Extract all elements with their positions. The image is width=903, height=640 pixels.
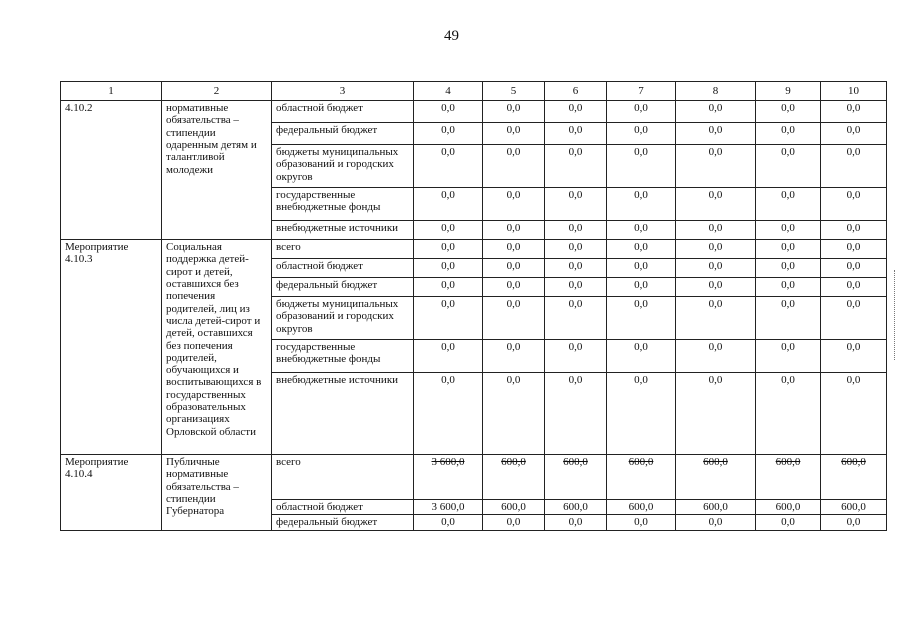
value-cell: 0,0 [607, 145, 676, 188]
value-cell: 0,0 [821, 123, 887, 145]
value-cell: 0,0 [414, 373, 483, 455]
value-cell: 600,0 [676, 500, 756, 515]
value-cell: 0,0 [607, 221, 676, 240]
value-cell: 3 600,0 [414, 500, 483, 515]
value-cell: 600,0 [607, 455, 676, 500]
value-cell: 0,0 [676, 123, 756, 145]
funding-source-cell: федеральный бюджет [272, 278, 414, 297]
header-cell: 2 [162, 82, 272, 101]
table-body [61, 101, 887, 531]
value-cell: 0,0 [414, 240, 483, 259]
value-cell: 0,0 [545, 373, 607, 455]
header-cell: 8 [676, 82, 756, 101]
value-cell: 0,0 [607, 188, 676, 221]
value-cell: 0,0 [756, 101, 821, 123]
table-row [61, 101, 887, 123]
value-cell: 0,0 [483, 515, 545, 530]
value-cell: 0,0 [483, 340, 545, 373]
value-cell: 0,0 [607, 259, 676, 278]
header-cell: 3 [272, 82, 414, 101]
header-cell: 9 [756, 82, 821, 101]
value-cell: 0,0 [756, 373, 821, 455]
value-cell: 0,0 [483, 240, 545, 259]
value-cell: 0,0 [676, 373, 756, 455]
value-cell: 0,0 [607, 123, 676, 145]
funding-source-cell: всего [272, 240, 414, 259]
value-cell: 600,0 [821, 455, 887, 500]
value-cell: 0,0 [821, 297, 887, 340]
funding-source-cell: областной бюджет [272, 500, 414, 515]
header-cell: 6 [545, 82, 607, 101]
table-row [61, 240, 887, 259]
value-cell: 0,0 [821, 240, 887, 259]
value-cell: 0,0 [414, 123, 483, 145]
value-cell: 0,0 [414, 340, 483, 373]
budget-table [60, 81, 887, 531]
value-cell: 0,0 [756, 123, 821, 145]
value-cell: 600,0 [607, 500, 676, 515]
header-cell: 10 [821, 82, 887, 101]
value-cell: 0,0 [756, 278, 821, 297]
value-cell: 0,0 [756, 515, 821, 530]
value-cell: 0,0 [414, 221, 483, 240]
funding-source-cell: внебюджетные источники [272, 221, 414, 240]
value-cell: 0,0 [414, 278, 483, 297]
value-cell: 0,0 [756, 188, 821, 221]
funding-source-cell: внебюджетные источники [272, 373, 414, 455]
value-cell: 0,0 [676, 188, 756, 221]
value-cell: 600,0 [756, 500, 821, 515]
value-cell: 0,0 [821, 278, 887, 297]
value-cell: 0,0 [545, 340, 607, 373]
value-cell: 0,0 [545, 297, 607, 340]
value-cell: 0,0 [676, 297, 756, 340]
value-cell: 0,0 [483, 373, 545, 455]
value-cell: 0,0 [483, 101, 545, 123]
value-cell: 0,0 [483, 278, 545, 297]
table-row [61, 455, 887, 500]
value-cell: 0,0 [821, 340, 887, 373]
value-cell: 0,0 [414, 515, 483, 530]
value-cell: 0,0 [483, 145, 545, 188]
value-cell: 0,0 [545, 278, 607, 297]
value-cell: 0,0 [607, 373, 676, 455]
funding-source-cell: государственные внебюджетные фонды [272, 340, 414, 373]
value-cell: 0,0 [414, 188, 483, 221]
value-cell: 0,0 [821, 101, 887, 123]
header-cell: 4 [414, 82, 483, 101]
header-cell: 1 [61, 82, 162, 101]
value-cell: 0,0 [545, 515, 607, 530]
value-cell: 0,0 [483, 297, 545, 340]
value-cell: 0,0 [821, 145, 887, 188]
value-cell: 0,0 [756, 240, 821, 259]
funding-source-cell: областной бюджет [272, 101, 414, 123]
value-cell: 600,0 [483, 500, 545, 515]
value-cell: 0,0 [756, 340, 821, 373]
value-cell: 0,0 [607, 515, 676, 530]
funding-source-cell: федеральный бюджет [272, 123, 414, 145]
value-cell: 0,0 [545, 188, 607, 221]
value-cell: 0,0 [821, 221, 887, 240]
value-cell: 0,0 [607, 278, 676, 297]
page-number: 49 [444, 28, 459, 44]
value-cell: 0,0 [821, 515, 887, 530]
value-cell: 0,0 [607, 240, 676, 259]
value-cell: 0,0 [607, 340, 676, 373]
value-cell: 0,0 [483, 221, 545, 240]
value-cell: 600,0 [756, 455, 821, 500]
funding-source-cell: областной бюджет [272, 259, 414, 278]
header-row [61, 82, 887, 101]
value-cell: 0,0 [545, 240, 607, 259]
value-cell: 0,0 [483, 123, 545, 145]
value-cell: 0,0 [545, 123, 607, 145]
value-cell: 0,0 [676, 278, 756, 297]
value-cell: 0,0 [414, 145, 483, 188]
value-cell: 0,0 [676, 340, 756, 373]
value-cell: 0,0 [676, 101, 756, 123]
value-cell: 0,0 [607, 101, 676, 123]
value-cell: 600,0 [483, 455, 545, 500]
funding-source-cell: бюджеты муниципальных образований и городских округов [272, 297, 414, 340]
value-cell: 0,0 [756, 297, 821, 340]
value-cell: 0,0 [676, 259, 756, 278]
value-cell: 0,0 [676, 515, 756, 530]
value-cell: 0,0 [676, 240, 756, 259]
value-cell: 0,0 [756, 145, 821, 188]
funding-source-cell: федеральный бюджет [272, 515, 414, 530]
value-cell: 0,0 [607, 297, 676, 340]
value-cell: 600,0 [821, 500, 887, 515]
value-cell: 0,0 [821, 188, 887, 221]
value-cell: 0,0 [756, 259, 821, 278]
value-cell: 0,0 [676, 145, 756, 188]
value-cell: 0,0 [545, 145, 607, 188]
value-cell: 0,0 [483, 259, 545, 278]
measure-id-cell: Мероприятие 4.10.4 [61, 455, 162, 531]
funding-source-cell: бюджеты муниципальных образований и городских округов [272, 145, 414, 188]
value-cell: 0,0 [545, 259, 607, 278]
header-cell: 7 [607, 82, 676, 101]
measure-name-cell: Социальная поддержка детей-сирот и детей, оставшихся без попечения родителей, лиц из числа детей-сирот и детей, оставшихся без попечения родителей, обучающихся и воспитывающихся в государственных образовательных организациях Орловской области [162, 240, 272, 455]
value-cell: 0,0 [676, 221, 756, 240]
margin-scribble [894, 270, 901, 360]
value-cell: 0,0 [414, 297, 483, 340]
value-cell: 0,0 [414, 101, 483, 123]
value-cell: 0,0 [414, 259, 483, 278]
value-cell: 0,0 [483, 188, 545, 221]
measure-id-cell: 4.10.2 [61, 101, 162, 240]
value-cell: 600,0 [676, 455, 756, 500]
header-cell: 5 [483, 82, 545, 101]
value-cell: 600,0 [545, 500, 607, 515]
value-cell: 600,0 [545, 455, 607, 500]
value-cell: 0,0 [821, 259, 887, 278]
value-cell: 3 600,0 [414, 455, 483, 500]
value-cell: 0,0 [545, 221, 607, 240]
value-cell: 0,0 [821, 373, 887, 455]
measure-id-cell: Мероприятие 4.10.3 [61, 240, 162, 455]
funding-source-cell: государственные внебюджетные фонды [272, 188, 414, 221]
value-cell: 0,0 [545, 101, 607, 123]
measure-name-cell: нормативные обязательства – стипендии одаренным детям и талантливой молодежи [162, 101, 272, 240]
value-cell: 0,0 [756, 221, 821, 240]
measure-name-cell: Публичные нормативные обязательства – стипендии Губернатора [162, 455, 272, 531]
funding-source-cell: всего [272, 455, 414, 500]
